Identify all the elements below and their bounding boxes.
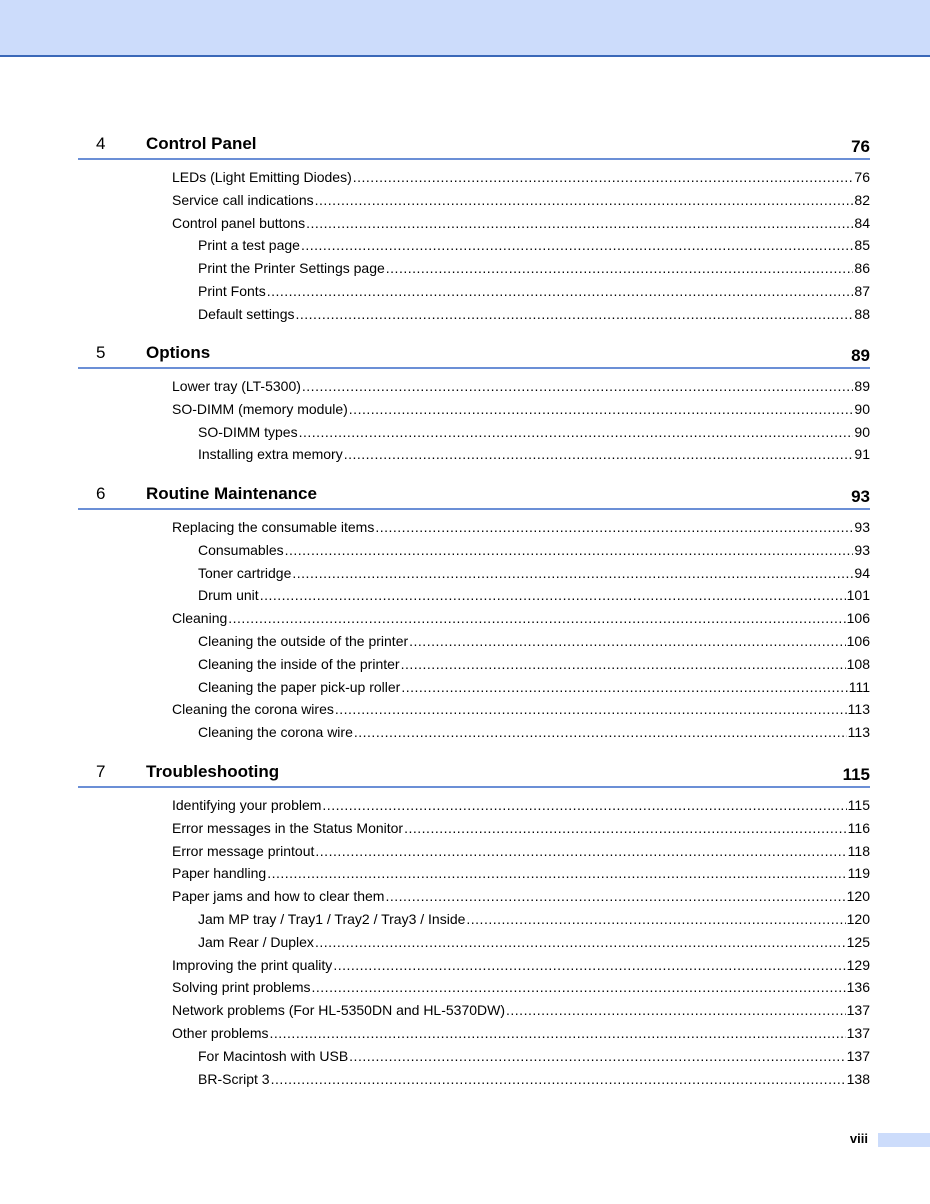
toc-entry-title: Error message printout [172,842,315,859]
toc-entry-page: 106 [846,610,870,627]
chapter-title[interactable]: Control Panel [146,134,257,153]
toc-entry[interactable] [172,978,870,996]
toc-entry-title: Drum unit [198,587,259,604]
toc-entry-title: Cleaning the inside of the printer [198,655,400,672]
toc-entry-page: 111 [848,678,870,695]
toc-subentry[interactable] [198,910,870,928]
dot-leader [271,1070,846,1088]
toc-entry-title: Error messages in the Status Monitor [172,819,404,836]
toc-subentry[interactable] [198,586,870,604]
toc-entry-title: Print a test page [198,237,300,254]
dot-leader [409,632,846,650]
toc-entry-title: Replacing the consumable items [172,519,375,535]
toc-entry-title: Consumables [198,541,284,558]
toc-subentry[interactable] [198,541,870,559]
toc-entry-page: 119 [847,865,870,882]
toc-entry[interactable] [172,796,870,814]
toc-entry-title: Toner cartridge [198,564,292,581]
toc-entry[interactable] [172,700,870,718]
dot-leader [315,191,854,209]
toc-entry-title: Cleaning the paper pick-up roller [198,678,401,695]
toc-entry-page: 90 [854,423,870,440]
toc-entry-page: 113 [847,701,870,718]
toc-entry[interactable] [172,842,870,860]
dot-leader [349,1047,845,1065]
chapter-page-number: 93 [851,487,870,506]
toc-entry[interactable] [172,1001,870,1019]
page-number: viii [849,1131,868,1146]
toc-entry-title: Jam Rear / Duplex [198,933,314,950]
toc-entry-page: 115 [847,797,870,813]
toc-entry-page: 118 [847,842,870,859]
dot-leader [292,564,853,582]
toc-entry-title: Network problems (For HL-5350DN and HL-5370DW) [172,1002,506,1019]
toc-entry-title: For Macintosh with USB [198,1047,349,1064]
toc-entry-title: Identifying your problem [172,797,322,813]
chapter-heading[interactable] [78,760,870,788]
toc-entry[interactable] [172,168,870,186]
toc-entry-title: Service call indications [172,191,314,208]
toc-entry-page: 101 [846,587,870,604]
toc-subentry[interactable] [198,655,870,673]
dot-leader [385,887,845,905]
toc-subentry[interactable] [198,1047,870,1065]
toc-entry-title: Paper jams and how to clear them [172,888,385,905]
toc-subentry[interactable] [198,445,870,463]
dot-leader [228,609,845,627]
toc-entry-page: 137 [846,1047,870,1064]
dot-leader [353,168,854,186]
dot-leader [335,700,847,718]
dot-leader [269,1024,845,1042]
toc-entry-page: 91 [854,446,870,463]
toc-entry-title: Cleaning the outside of the printer [198,633,409,649]
toc-entry-title: BR-Script 3 [198,1070,270,1087]
toc-entry-title: Paper handling [172,865,267,882]
dot-leader [299,423,854,441]
toc-entry-page: 136 [846,979,870,996]
toc-entry-page: 76 [854,169,870,185]
toc-entry-title: Lower tray (LT-5300) [172,378,301,394]
footer-tab [878,1133,930,1147]
dot-leader [354,723,847,741]
toc-entry-page: 87 [854,283,870,299]
toc-entry-title: Default settings [198,305,295,322]
chapter-title[interactable]: Routine Maintenance [146,484,317,503]
dot-leader [285,541,854,559]
dot-leader [322,796,846,814]
toc-entry-page: 120 [846,888,870,905]
toc-entry[interactable] [172,1024,870,1042]
toc-entry-page: 120 [846,911,870,927]
chapter-heading[interactable] [78,341,870,369]
toc-entry-page: 84 [854,214,870,231]
toc-entry-title: Control panel buttons [172,214,306,231]
chapter-heading[interactable] [78,482,870,510]
toc-entry-page: 88 [854,305,870,322]
toc-entry-page: 108 [846,655,870,672]
dot-leader [302,377,854,395]
dot-leader [296,305,854,323]
dot-leader [301,236,853,254]
toc-entry-page: 106 [846,633,870,649]
dot-leader [333,956,845,974]
dot-leader [344,445,854,463]
dot-leader [401,655,846,673]
toc-entry-title: Cleaning the corona wires [172,701,334,718]
toc-entry-title: Solving print problems [172,979,311,996]
toc-entry[interactable] [172,887,870,905]
toc-entry-page: 129 [846,956,870,973]
toc-entry[interactable] [172,191,870,209]
dot-leader [306,214,853,232]
chapter-heading[interactable] [78,132,870,160]
chapter-page-number: 76 [851,137,870,156]
toc-subentry[interactable] [198,305,870,323]
chapter-number: 7 [96,762,106,781]
toc-entry-page: 85 [854,237,870,254]
toc-entry-page: 86 [854,260,870,277]
toc-entry-title: Print the Printer Settings page [198,260,385,277]
dot-leader [466,910,845,928]
chapter-page-number: 115 [842,765,870,784]
toc-entry-page: 93 [854,519,870,535]
toc-entry-title: LEDs (Light Emitting Diodes) [172,169,352,185]
toc-subentry[interactable] [198,564,870,582]
dot-leader [349,400,854,418]
toc-entry-page: 90 [854,400,870,417]
dot-leader [267,282,854,300]
toc-entry[interactable] [172,864,870,882]
toc-subentry[interactable] [198,632,870,650]
toc-entry[interactable] [172,400,870,418]
toc-entry-title: Improving the print quality [172,956,333,973]
toc-subentry[interactable] [198,933,870,951]
toc-subentry[interactable] [198,423,870,441]
toc-subentry[interactable] [198,282,870,300]
toc-entry[interactable] [172,956,870,974]
toc-entry-title: Print Fonts [198,283,266,299]
chapter-title[interactable]: Troubleshooting [146,762,280,781]
toc-entry[interactable] [172,819,870,837]
toc-entry-page: 137 [846,1002,870,1019]
dot-leader [401,678,847,696]
toc-entry-title: Installing extra memory [198,446,343,463]
chapter-number: 4 [96,134,106,153]
toc-entry-page: 94 [854,564,870,581]
toc-subentry[interactable] [198,678,870,696]
toc-entry-title: SO-DIMM (memory module) [172,400,348,417]
toc-entry-title: Cleaning [172,610,228,627]
header-band [0,0,930,57]
dot-leader [375,518,853,536]
toc-entry-title: Cleaning the corona wire [198,724,353,741]
toc-entry-page: 125 [846,933,870,950]
chapter-title[interactable]: Options [146,343,211,362]
toc-entry-page: 89 [854,378,870,394]
chapter-number: 6 [96,484,106,503]
dot-leader [404,819,847,837]
toc-entry-page: 137 [846,1025,870,1041]
toc-entry[interactable] [172,377,870,395]
toc-entry-page: 116 [847,819,870,836]
toc-entry-title: Other problems [172,1025,269,1041]
dot-leader [267,864,846,882]
toc-entry-page: 82 [854,191,870,208]
toc-entry[interactable] [172,609,870,627]
toc-entry-page: 138 [846,1070,870,1087]
toc-subentry[interactable] [198,236,870,254]
dot-leader [386,259,854,277]
toc-entry-title: Jam MP tray / Tray1 / Tray2 / Tray3 / Inside [198,911,466,927]
dot-leader [506,1001,846,1019]
chapter-number: 5 [96,343,106,362]
dot-leader [312,978,846,996]
chapter-page-number: 89 [851,346,870,365]
dot-leader [315,933,846,951]
toc-entry[interactable] [172,518,870,536]
toc-entry-page: 93 [854,541,870,558]
toc-subentry[interactable] [198,1070,870,1088]
dot-leader [315,842,846,860]
toc-entry-page: 113 [847,724,870,741]
dot-leader [260,586,846,604]
toc-subentry[interactable] [198,723,870,741]
toc-entry-title: SO-DIMM types [198,423,298,440]
toc-subentry[interactable] [198,259,870,277]
toc-entry[interactable] [172,214,870,232]
